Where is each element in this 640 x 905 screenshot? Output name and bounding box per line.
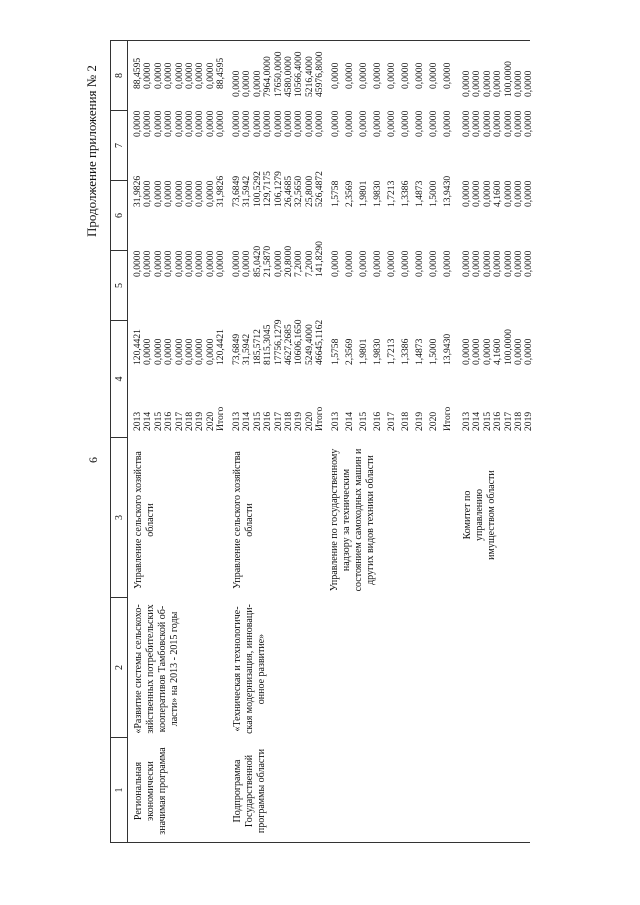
col8-values: 0,0000 0,0000 0,0000 0,0000 100,0000 0,0000 0,0000 [461, 61, 535, 97]
col8-values: 0,0000 0,0000 0,0000 0,0000 0,0000 0,0000 0,0000 0,0000 0,0000 [330, 62, 453, 89]
page-number: 6 [86, 457, 100, 463]
col6-values: 73,6849 31,5942 100,5292 129,7175 106,1279 26,4685 32,5650 25,8000 526,4872 [231, 171, 326, 207]
col5-values: 0,0000 0,0000 0,0000 0,0000 0,0000 0,0000 0,0000 0,0000 0,0000 [132, 250, 227, 277]
program-type-label: Подпрограмма Государственной программы области [232, 748, 267, 834]
years-column: 2013 2014 2015 2016 2017 2018 2019 2020 Итого [132, 406, 227, 431]
executor-label: Управление сельского хозяйства области [133, 451, 156, 589]
col-header-5: 5 [111, 251, 128, 321]
years-column: 2013 2014 2015 2016 2017 2018 2019 2020 Итого [231, 406, 326, 431]
col8-values: 88,4595 0,0000 0,0000 0,0000 0,0000 0,0000 0,0000 0,0000 88,4595 [132, 57, 227, 89]
col4-values: 0,0000 0,0000 0,0000 4,1600 100,0000 0,0000 0,0000 [461, 329, 535, 365]
col-header-7: 7 [111, 111, 128, 181]
col7-values: 0,0000 0,0000 0,0000 0,0000 0,0000 0,0000 0,0000 0,0000 0,0000 [231, 110, 326, 137]
executor-label: Управление сельского хозяйства области [232, 451, 255, 589]
col6-values: 0,0000 0,0000 0,0000 4,1600 0,0000 0,0000 0,0000 [461, 180, 535, 207]
col-header-4: 4 [111, 321, 128, 438]
col-header-2: 2 [111, 598, 128, 738]
col4-values: 120,4421 0,0000 0,0000 0,0000 0,0000 0,0000 0,0000 0,0000 120,4421 [132, 329, 227, 365]
col-header-3: 3 [111, 438, 128, 598]
col-header-6: 6 [111, 181, 128, 251]
col5-values: 0,0000 0,0000 85,0420 21,5870 0,0000 20,8000 7,2000 7,2000 141,8290 [231, 241, 326, 277]
program-name-label: «Развитие системы сельскохо-зяйственных потребительских кооперативов Тамбовской об-ласти» на 2013 - 2015 годы [133, 604, 180, 734]
col5-values: 0,0000 0,0000 0,0000 0,0000 0,0000 0,0000 0,0000 0,0000 0,0000 [330, 250, 453, 277]
col7-values: 0,0000 0,0000 0,0000 0,0000 0,0000 0,0000 0,0000 0,0000 0,0000 [132, 110, 227, 137]
col5-values: 0,0000 0,0000 0,0000 0,0000 0,0000 0,0000 0,0000 [461, 250, 535, 277]
years-column: 2013 2014 2015 2016 2017 2018 2019 [461, 411, 535, 431]
col7-values: 0,0000 0,0000 0,0000 0,0000 0,0000 0,0000 0,0000 [461, 110, 535, 137]
executor-label: Управление по государственному надзору за техническим состоянием самоходных машин и других видов техники области [329, 448, 376, 592]
years-column: 2013 2014 2015 2016 2017 2018 2019 2020 Итого [330, 406, 453, 431]
program-type-label: Региональная экономически значимая программа [133, 747, 168, 835]
col4-values: 1,5758 2,3569 1,9801 1,9830 1,7213 1,3386 1,4873 1,5000 13,9430 [330, 333, 453, 365]
col-header-1: 1 [111, 738, 128, 843]
executor-label: Комитет по управлению имуществом области [462, 470, 497, 560]
col4-values: 73,6849 31,5942 185,5712 8115,3045 17756,1279 4627,2685 10606,1650 5249,4000 46645,1162 [231, 319, 326, 365]
col6-values: 1,5758 2,3569 1,9801 1,9830 1,7213 1,3386 1,4873 1,5000 13,9430 [330, 175, 453, 207]
col8-values: 0,0000 0,0000 0,0000 7964,0000 17650,0000 4580,0000 10566,4000 5216,4000 45976,8000 [231, 51, 326, 97]
continuation-caption: Продолжение приложения № 2 [84, 65, 99, 237]
col6-values: 31,9826 0,0000 0,0000 0,0000 0,0000 0,0000 0,0000 0,0000 31,9826 [132, 175, 227, 207]
col7-values: 0,0000 0,0000 0,0000 0,0000 0,0000 0,0000 0,0000 0,0000 0,0000 [330, 110, 453, 137]
column-header-row [110, 40, 128, 843]
left-border [127, 842, 530, 843]
col-header-8: 8 [111, 41, 128, 111]
right-border [127, 40, 530, 41]
program-name-label: «Техническая и технологиче-ская модернизация, инноваци-онное развитие» [232, 604, 267, 734]
